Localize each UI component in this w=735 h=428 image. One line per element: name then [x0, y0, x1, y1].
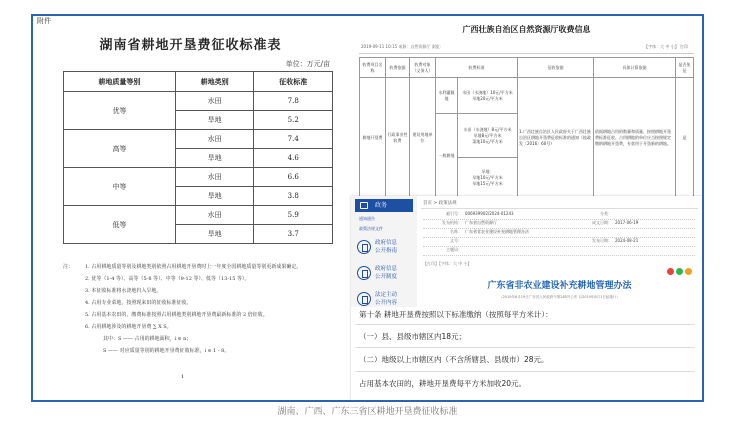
article-item: （一）县、县级市辖区内18元；	[359, 332, 467, 341]
guangxi-meta: 2019-09-11 10:15 来源：自然资源厅 浏览：	[361, 44, 444, 49]
gx-basis: 行政事业性收费	[386, 78, 410, 198]
notes-label: 注：	[63, 264, 74, 270]
document-icon	[360, 202, 368, 209]
weibo-share-icon[interactable]	[667, 268, 674, 275]
sidebar-item[interactable]: 政府信息 公开指南	[355, 236, 415, 262]
breadcrumb[interactable]: 首页 > 政策法规	[423, 201, 457, 206]
unit-label: 单位：万元/亩	[285, 60, 330, 68]
rules-icon	[357, 266, 371, 280]
guangxi-title: 广西壮族自治区自然资源厅收费信息	[462, 25, 591, 34]
gx-sub-label: 水利灌溉地	[436, 78, 458, 114]
gd-meta-table: 索引号： 006939902/2024-01243 分类： 发布机构： 广东省自然资源厅 成文日期： 2017-06-19 名称： 广东省非农业建设补充耕地管理办法 文号： 发布日期： 2024-08-21 主题词：	[423, 211, 695, 256]
article-line: 第十条 耕地开垦费按照以下标准缴纳（按照每平方米计）：	[359, 310, 553, 319]
gx-object: 建设用地单位	[410, 78, 436, 198]
hunan-notes	[63, 261, 338, 357]
article-extra: 占用基本农田的，耕地开垦费每平方米加收20元。	[359, 379, 527, 388]
qzone-share-icon[interactable]	[685, 268, 692, 275]
gx-detail: 依据耕地占用的数量和质量，按照耕地开垦费标准征收。占用耕地的单位应当按照规定缴纳耕地开垦费，专款用于开垦新的耕地。	[594, 78, 676, 198]
gx-sub-lines: 水田（水浇地）8元/平方米 旱地8元/平方米 菜地10元/平方米	[458, 114, 518, 158]
value-cell: 7.4	[254, 130, 333, 149]
value-cell: 5.9	[254, 206, 333, 225]
gx-header: 收费项目名称	[360, 58, 386, 78]
gx-exempt: 是	[676, 78, 694, 198]
table-row	[64, 130, 333, 149]
header-type: 耕地类别	[175, 72, 254, 92]
grade-cell: 高等	[64, 130, 176, 168]
value-cell: 7.8	[254, 92, 333, 111]
table-row	[64, 168, 333, 187]
gd-article-title: 广东省非农业建设补充耕地管理办法	[487, 281, 632, 291]
attachment-label: 附件	[37, 17, 51, 25]
print-toolbar[interactable]: 【打印】【字体：大 中 小】	[423, 261, 472, 266]
sidebar-item[interactable]: 政府信息 公开制度	[355, 262, 415, 288]
grade-cell: 优等	[64, 92, 176, 130]
note-item: 4. 占用专业菜地，按照现来田的征收标准征收。	[85, 300, 192, 306]
gx-header: 具体计算依据	[594, 58, 676, 78]
type-cell: 水田	[175, 92, 254, 111]
content-icon	[357, 292, 371, 306]
header-grade: 耕地质量等别	[64, 72, 176, 92]
article-item: （二）地级以上市辖区内（不含所辖县、县级市）28元。	[359, 355, 549, 364]
value-cell: 6.6	[254, 168, 333, 187]
figure-frame	[31, 14, 704, 402]
sidebar-item[interactable]: 法定主动 公开内容	[355, 288, 415, 314]
table-row	[64, 92, 333, 111]
gx-sub-lines: 旱地： 旱地10元/平方米 旱地15元/平方米	[458, 158, 518, 198]
figure-caption: 湖南、广西、广东三省区耕地开垦费征收标准	[277, 407, 458, 417]
gx-header: 征收依据	[518, 58, 594, 78]
note-item: 2. 优等（1-4 等）、高等（5-8 等）、中等（9-12 等）、低等（13-15 等）。	[85, 276, 250, 282]
sidebar-sub-item[interactable]: 政策法规文件	[359, 226, 383, 231]
type-cell: 旱地	[175, 187, 254, 206]
gx-header: 是否免征	[676, 58, 694, 78]
hunan-title: 湖南省耕地开垦费征收标准表	[99, 38, 282, 53]
gx-header: 收费标准	[436, 58, 518, 78]
guangxi-fee-table	[359, 57, 694, 198]
hunan-document	[33, 16, 348, 400]
guangxi-tools[interactable]: 【字体：大 中 小】 打印	[644, 44, 688, 49]
type-cell: 水田	[175, 168, 254, 187]
note-item: 3. 本征收标准将水浇地归入旱地。	[85, 288, 162, 294]
type-cell: 旱地	[175, 111, 254, 130]
note-item: 1. 占用耕地质量等别及耕地类别依照占用耕地开垦费时上一年度全国耕地质量等别更新成果确定。	[85, 264, 302, 270]
value-cell: 3.7	[254, 225, 333, 244]
type-cell: 旱地	[175, 225, 254, 244]
gx-item: 耕地开垦费	[360, 78, 386, 198]
grade-cell: 低等	[64, 206, 176, 244]
page-number: 1	[181, 374, 185, 380]
share-buttons[interactable]	[665, 260, 692, 279]
wechat-share-icon[interactable]	[676, 268, 683, 275]
value-cell: 4.6	[254, 149, 333, 168]
gx-law: 1.广西壮族自治区人民政府关于广西壮族自治区耕地开垦费征收标准的通知（桂政发〔2016〕60号）	[518, 78, 594, 198]
hunan-fee-table	[63, 71, 333, 244]
gx-header: 收费对象（义务人）	[410, 58, 436, 78]
sub-note: 其中：S —— 占用的耕地面积，i ∈ n；	[103, 336, 192, 342]
sidebar-sub-item[interactable]: 通知通告	[359, 216, 375, 221]
type-cell: 旱地	[175, 149, 254, 168]
gd-article-excerpt	[351, 307, 702, 400]
grade-cell: 中等	[64, 168, 176, 206]
value-cell: 3.8	[254, 187, 333, 206]
gx-sub-lines: 水田（水浇地）10元/平方米 旱地20元/平方米	[458, 78, 518, 114]
header-standard: 征收标准	[254, 72, 333, 92]
gd-source-line: （2019年6月19日广东省人民政府令第285号公布 自2019年8月1日起施行）	[499, 295, 620, 299]
sidebar-active-item[interactable]: 政务	[355, 199, 413, 212]
gx-header: 收费依据	[386, 58, 410, 78]
gx-sub-label: 一般耕地	[436, 114, 458, 198]
value-cell: 5.2	[254, 111, 333, 130]
guide-icon	[357, 240, 371, 254]
sub-note: S —— 对应质量等别的耕地开垦费征收标准，i ∈ 1 - 8。	[103, 348, 230, 354]
type-cell: 水田	[175, 130, 254, 149]
note-item: 6. 占用耕地涉及的耕地开垦费 ∑ X S。	[85, 324, 172, 330]
note-item: 5. 占用基本农田的，缴费标准按照占用耕地类别耕地开垦费最新标准的 2 倍征收。	[85, 312, 268, 318]
type-cell: 水田	[175, 206, 254, 225]
table-row	[64, 206, 333, 225]
